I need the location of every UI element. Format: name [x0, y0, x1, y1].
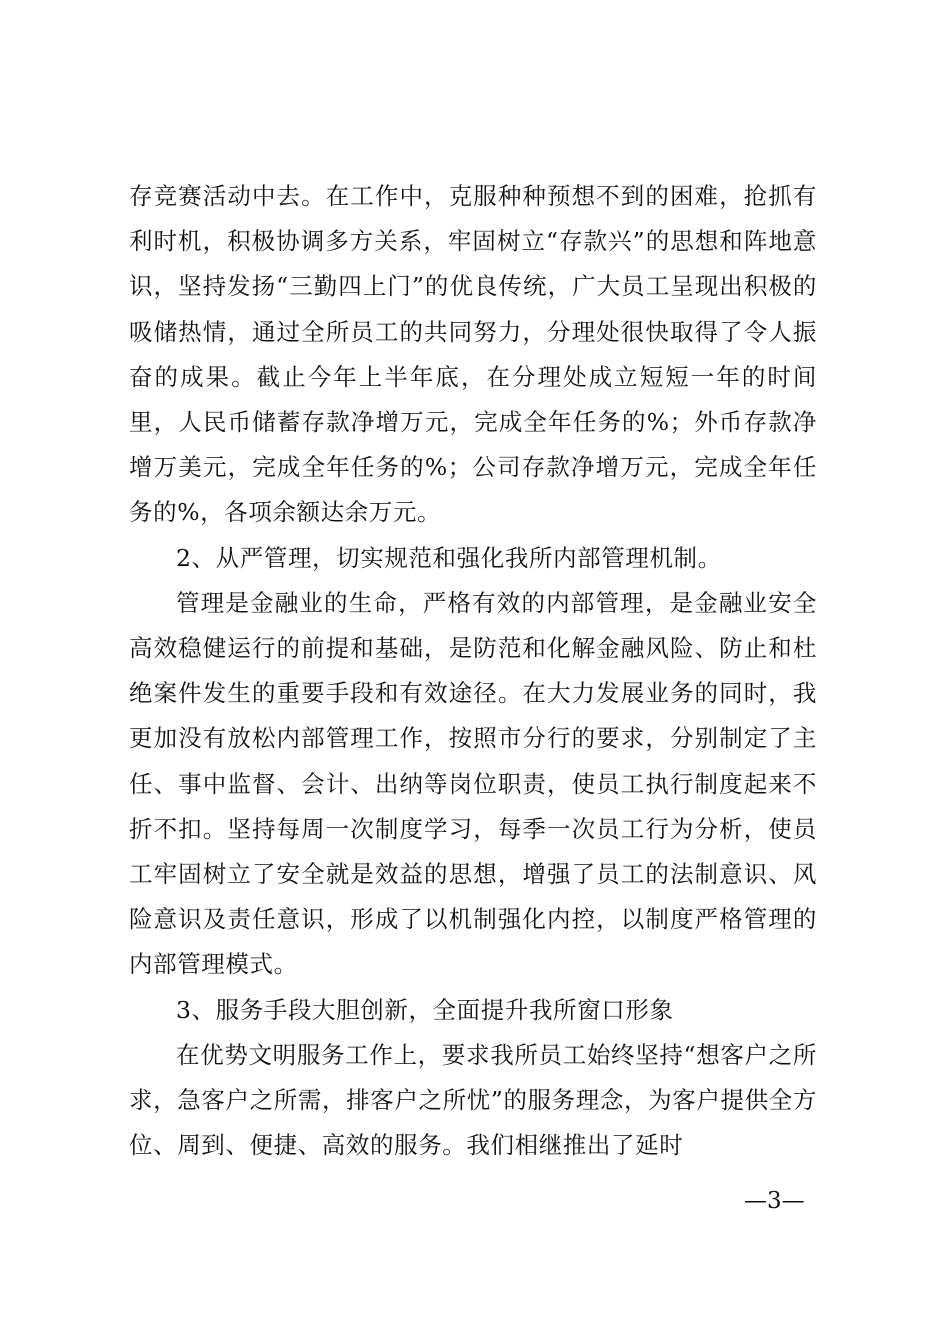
- paragraph-civilized-service: 在优势文明服务工作上，要求我所员工始终坚持“想客户之所求，急客户之所需，排客户之所忧”的服务理念，为客户提供全方位、周到、便捷、高效的服务。我们相继推出了延时: [129, 1040, 817, 1160]
- body-text: [129, 174, 817, 1168]
- heading-service-innovation: 3、服务手段大胆创新，全面提升我所窗口形象: [176, 995, 674, 1024]
- paragraph-savings-results: 存竞赛活动中去。在工作中，克服种种预想不到的困难，抢抓有利时机，积极协调多方关系，牢固树立“存款兴”的思想和阵地意识，坚持发扬“三勤四上门”的优良传统，广大员工呈现出积极的吸储热情，通过全所员工的共同努力，分理处很快取得了令人振奋的成果。截止今年上半年底，在分理处成立短短一年的时间里，人民币储蓄存款净增万元，完成全年任务的%；外币存款净增万美元，完成全年任务的%；公司存款净增万元，完成全年任务的%，各项余额达余万元。: [129, 182, 817, 527]
- heading-strict-management: 2、从严管理，切实规范和强化我所内部管理机制。: [176, 543, 722, 572]
- paragraph-internal-management: 管理是金融业的生命，严格有效的内部管理，是金融业安全高效稳健运行的前提和基础，是防范和化解金融风险、防止和杜绝案件发生的重要手段和有效途径。在大力发展业务的同时，我更加没有放松内部管理工作，按照市分行的要求，分别制定了主任、事中监督、会计、出纳等岗位职责，使员工执行制度起来不折不扣。坚持每周一次制度学习，每季一次员工行为分析，使员工牢固树立了安全就是效益的思想，增强了员工的法制意识、风险意识及责任意识，形成了以机制强化内控，以制度严格管理的内部管理模式。: [129, 588, 817, 979]
- page-number: —3—: [744, 1188, 805, 1214]
